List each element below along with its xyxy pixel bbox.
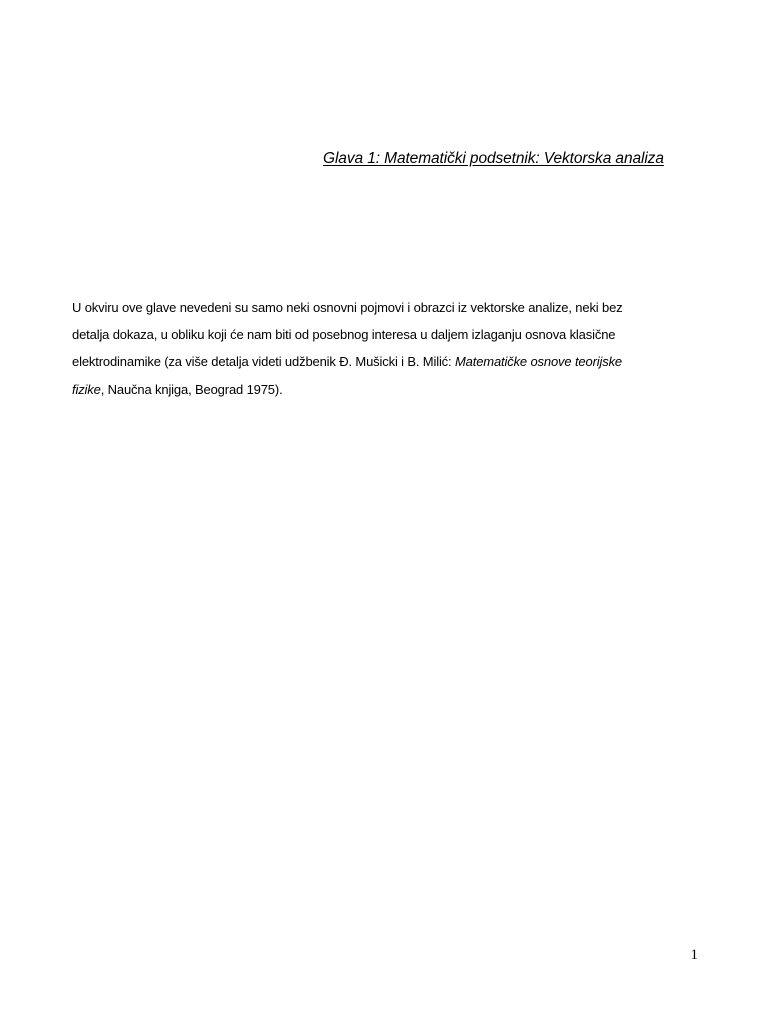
intro-line-3-text: elektrodinamike (za više detalja videti udžbenik Đ. Mušicki i B. Milić: [72,354,455,370]
book-title-part-2: fizike [72,381,101,397]
intro-line-1: U okviru ove glave nevedeni su samo neki osnovni pojmovi i obrazci iz vektorske analize, neki bez [72,300,623,315]
chapter-title: Glava 1: Matematički podsetnik: Vektorska analiza [323,150,664,167]
page-number: 1 [690,947,698,963]
intro-paragraph [72,294,696,403]
intro-line-3 [72,348,696,375]
book-title-part-1: Matematičke osnove teorijske [454,354,623,370]
intro-line-4-text: , Naučna knjiga, Beograd 1975). [100,381,283,397]
intro-line-2: detalja dokaza, u obliku koji će nam biti od posebnog interesa u daljem izlaganju osnova klasične [72,327,616,343]
intro-line-4 [72,376,696,403]
